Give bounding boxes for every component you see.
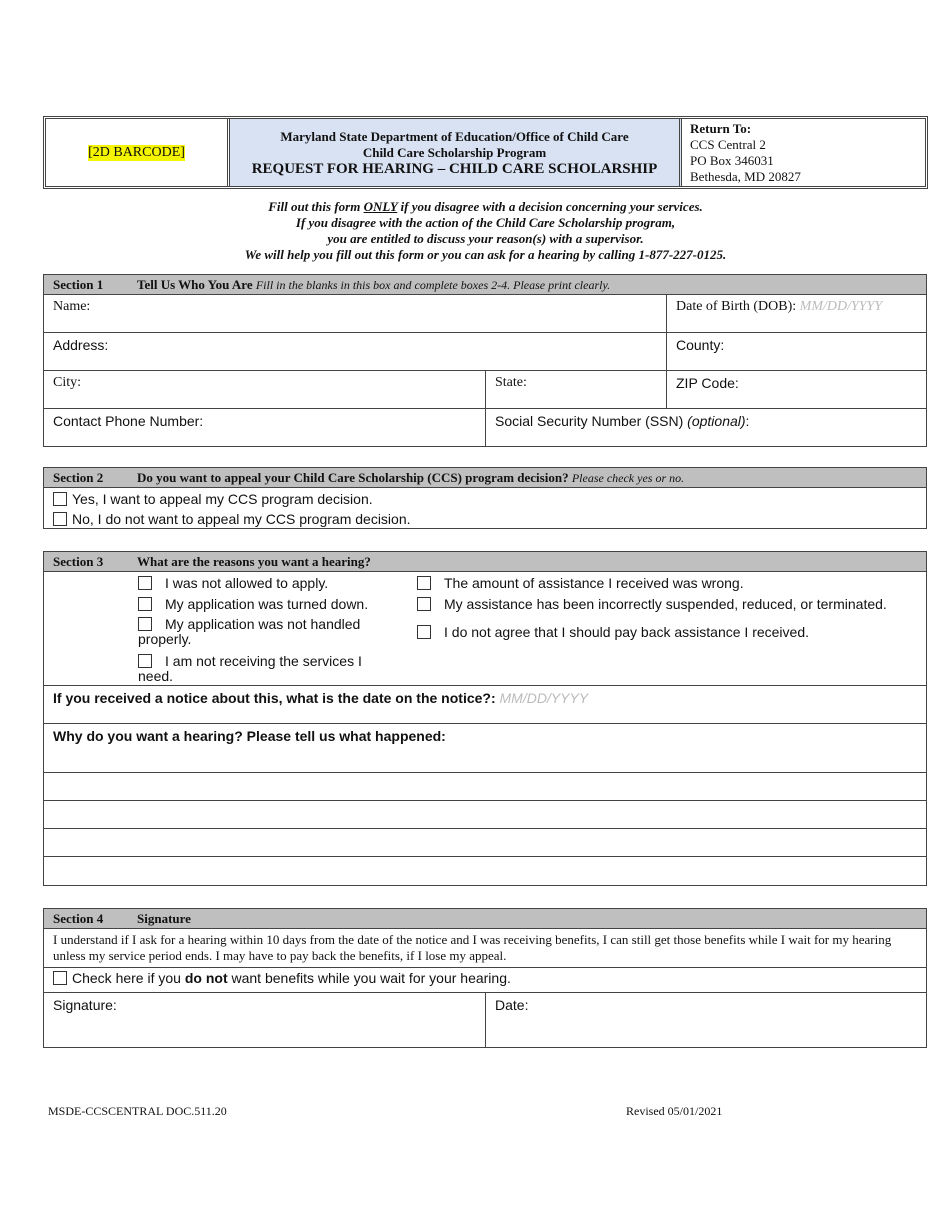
section-3-header	[44, 552, 926, 572]
title-box	[230, 119, 682, 186]
name-field[interactable]	[44, 295, 666, 332]
section-4-title: Signature	[137, 911, 191, 926]
program-line: Child Care Scholarship Program	[362, 144, 547, 160]
signature-field[interactable]	[44, 993, 485, 1047]
reason-option[interactable]	[138, 576, 378, 591]
phone-field[interactable]	[44, 409, 485, 446]
benefits-statement: I understand if I ask for a hearing within 10 days from the date of the notice and I was receiving benefits, I can still get those benefits while I wait for my hearing unless my service period ends. I may have to pay back the benefits, if I lose my appeal.	[53, 932, 892, 963]
reason-label: The amount of assistance I received was wrong.	[444, 575, 744, 591]
reason-label: My assistance has been incorrectly suspended, reduced, or terminated.	[444, 596, 887, 612]
form-header	[43, 116, 928, 189]
state-label: State:	[495, 375, 527, 390]
return-address-box	[682, 119, 925, 186]
section-3-number: Section 3	[53, 554, 104, 569]
no-benefits-label-post: want benefits while you wait for your hearing.	[227, 970, 511, 986]
reason-option[interactable]	[417, 597, 887, 612]
reason-option[interactable]	[138, 597, 378, 612]
signature-label: Signature:	[53, 997, 117, 1013]
reason-option[interactable]	[138, 654, 378, 684]
county-label: County:	[676, 337, 725, 353]
section-4	[43, 908, 927, 1048]
reason-option[interactable]	[138, 617, 378, 647]
zip-field[interactable]	[666, 371, 926, 408]
address-label: Address:	[53, 337, 109, 353]
city-label: City:	[53, 375, 82, 390]
date-field[interactable]	[485, 993, 926, 1047]
explanation-line[interactable]	[44, 857, 926, 885]
explanation-line[interactable]	[44, 829, 926, 857]
section-1-title: Tell Us Who You Are	[137, 277, 253, 292]
intro-line1-post: if you disagree with a decision concerning your services.	[397, 199, 703, 214]
why-hearing-label: Why do you want a hearing? Please tell us what happened:	[53, 728, 446, 744]
revised-date: Revised 05/01/2021	[626, 1104, 723, 1118]
notice-date-field[interactable]	[44, 686, 926, 723]
return-address-line: CCS Central 2	[690, 137, 766, 152]
section-3-title: What are the reasons you want a hearing?	[137, 554, 371, 569]
intro-line1-pre: Fill out this form	[268, 199, 364, 214]
ssn-label: Social Security Number (SSN)	[495, 413, 684, 429]
barcode-box	[46, 119, 230, 186]
barcode-placeholder: [2D BARCODE]	[88, 144, 185, 160]
section-2-title: Do you want to appeal your Child Care Scholarship (CCS) program decision?	[137, 470, 569, 485]
date-label: Date:	[495, 997, 529, 1013]
intro-text	[43, 199, 928, 263]
reason-checkbox[interactable]	[417, 576, 431, 590]
no-benefits-label-pre: Check here if you	[72, 970, 185, 986]
reason-checkbox[interactable]	[138, 617, 152, 631]
reason-checkbox[interactable]	[138, 654, 152, 668]
notice-date-placeholder: MM/DD/YYYY	[499, 690, 589, 706]
document-id: MSDE-CCSCENTRAL DOC.511.20	[48, 1104, 227, 1118]
intro-line4: We will help you fill out this form or you can ask for a hearing by calling 1-877-227-0125.	[244, 247, 727, 262]
no-benefits-label-bold: do not	[184, 970, 228, 986]
ssn-field[interactable]	[485, 409, 926, 446]
dob-placeholder: MM/DD/YYYY	[799, 299, 883, 314]
reason-label: My application was turned down.	[165, 596, 369, 612]
section-1-number: Section 1	[53, 277, 104, 292]
intro-line3: you are entitled to discuss your reason(s) with a supervisor.	[327, 231, 644, 246]
explanation-line[interactable]	[44, 801, 926, 829]
ssn-colon: :	[745, 413, 750, 429]
why-hearing-field[interactable]	[44, 724, 926, 772]
reason-option[interactable]	[417, 625, 809, 640]
reason-checkbox[interactable]	[138, 597, 152, 611]
dob-label: Date of Birth (DOB):	[676, 299, 797, 314]
no-benefits-option[interactable]	[44, 968, 926, 992]
intro-line2: If you disagree with the action of the Child Care Scholarship program,	[295, 215, 676, 230]
dob-field[interactable]	[666, 295, 926, 332]
appeal-no-checkbox[interactable]	[53, 512, 67, 526]
name-label: Name:	[53, 299, 91, 314]
return-to-label: Return To:	[690, 121, 752, 136]
section-1-instruction: Fill in the blanks in this box and complete boxes 2-4. Please print clearly.	[255, 278, 611, 292]
reason-option[interactable]	[417, 576, 744, 591]
city-field[interactable]	[44, 371, 485, 408]
section-4-header	[44, 909, 926, 929]
appeal-yes-label: Yes, I want to appeal my CCS program decision.	[72, 491, 373, 507]
state-field[interactable]	[485, 371, 666, 408]
appeal-no-label: No, I do not want to appeal my CCS program decision.	[72, 511, 411, 527]
reason-checkbox[interactable]	[138, 576, 152, 590]
section-2-number: Section 2	[53, 470, 104, 485]
appeal-yes-checkbox[interactable]	[53, 492, 67, 506]
explanation-line[interactable]	[44, 773, 926, 801]
section-2	[43, 467, 927, 529]
phone-label: Contact Phone Number:	[53, 413, 204, 429]
no-benefits-checkbox[interactable]	[53, 971, 67, 985]
county-field[interactable]	[666, 333, 926, 370]
reason-checkbox[interactable]	[417, 625, 431, 639]
section-1	[43, 274, 927, 447]
reason-label: I am not receiving the services I need.	[138, 653, 362, 684]
agency-line: Maryland State Department of Education/Office of Child Care	[280, 128, 629, 144]
return-address-line: Bethesda, MD 20827	[690, 169, 801, 184]
section-2-instruction: Please check yes or no.	[571, 471, 685, 485]
appeal-yes-option[interactable]	[44, 488, 926, 508]
zip-label: ZIP Code:	[676, 375, 739, 391]
intro-emphasis: ONLY	[363, 199, 398, 214]
ssn-optional: (optional)	[687, 413, 746, 429]
reason-label: My application was not handled properly.	[138, 616, 361, 647]
reasons-list	[44, 572, 926, 686]
appeal-no-option[interactable]	[44, 508, 926, 528]
section-2-header	[44, 468, 926, 488]
form-title: REQUEST FOR HEARING – CHILD CARE SCHOLARSHIP	[251, 160, 658, 177]
address-field[interactable]	[44, 333, 666, 370]
section-3	[43, 551, 927, 886]
reason-label: I do not agree that I should pay back assistance I received.	[444, 624, 809, 640]
notice-date-label: If you received a notice about this, what is the date on the notice?:	[53, 690, 496, 706]
section-4-number: Section 4	[53, 911, 104, 926]
reason-label: I was not allowed to apply.	[165, 575, 329, 591]
section-1-header	[44, 275, 926, 295]
reason-checkbox[interactable]	[417, 597, 431, 611]
return-address-line: PO Box 346031	[690, 153, 774, 168]
